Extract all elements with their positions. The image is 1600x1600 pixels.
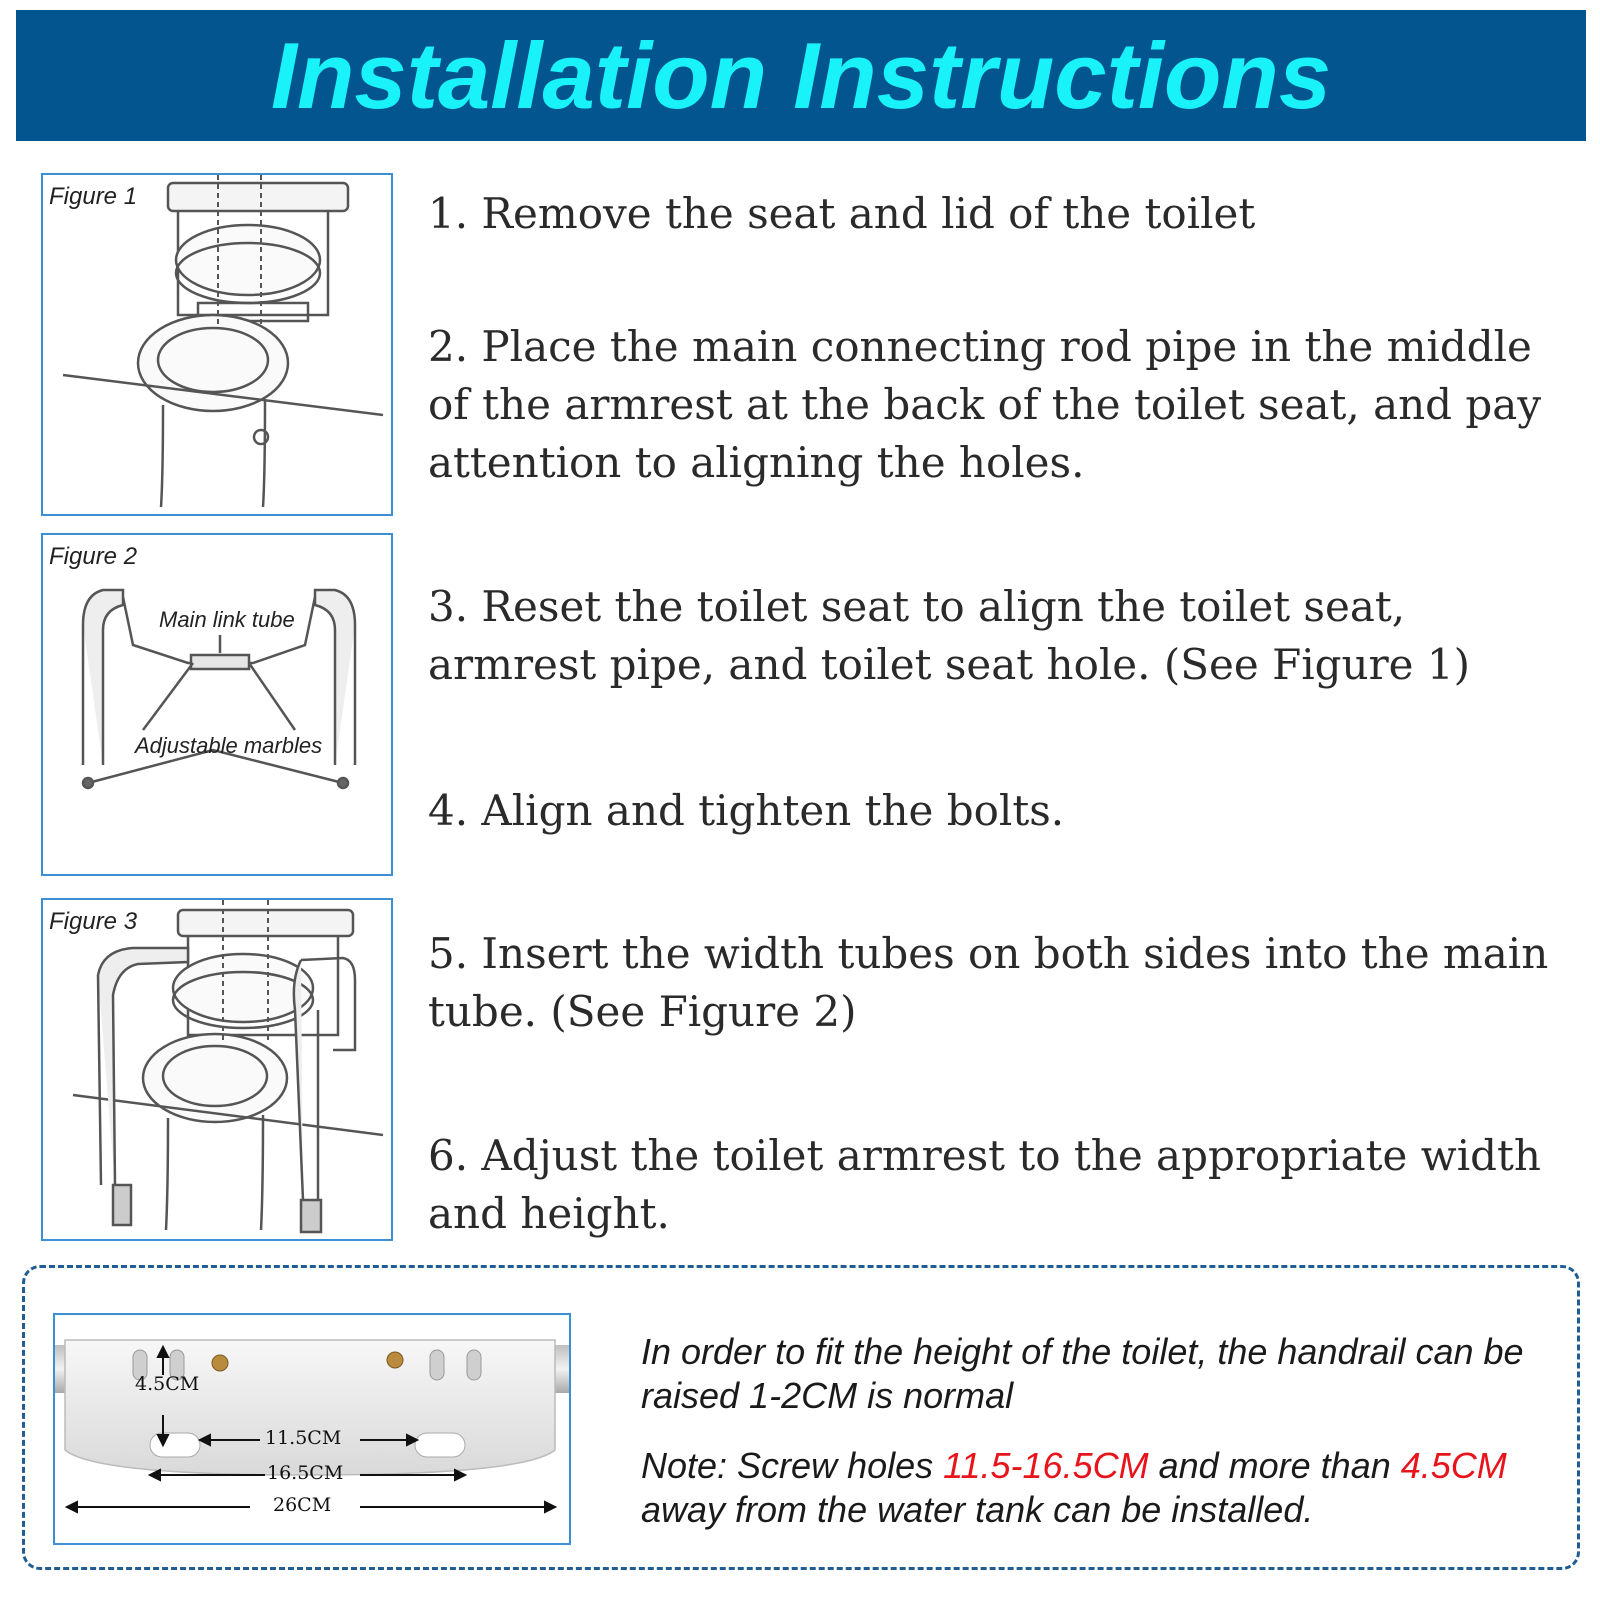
toilet-diagram-icon (43, 175, 393, 516)
note-range-highlight: 11.5-16.5CM (943, 1445, 1149, 1486)
figure-3-panel (41, 898, 393, 1241)
step-2: 2. Place the main connecting rod pipe in the middle of the armrest at the back of the toilet seat, and pay attention to aligning the holes. (428, 322, 1542, 487)
figure-1-panel (41, 173, 393, 516)
figure-2-panel (41, 533, 393, 876)
step-1: 1. Remove the seat and lid of the toilet (428, 189, 1256, 238)
dim-inner-label: 11.5CM (265, 1427, 342, 1449)
mounting-plate-panel (53, 1313, 571, 1545)
armrest-frame-diagram-icon (43, 535, 393, 876)
step-5: 5. Insert the width tubes on both sides into the main tube. (See Figure 2) (428, 929, 1549, 1036)
page-title: Installation Instructions (270, 22, 1332, 128)
step-6: 6. Adjust the toilet armrest to the appropriate width and height. (428, 1131, 1541, 1238)
figure-3-label: Figure 3 (49, 908, 138, 935)
note-middle: and more than (1148, 1445, 1401, 1486)
note-suffix: away from the water tank can be installed. (641, 1489, 1314, 1530)
note-prefix: Note: Screw holes (641, 1445, 944, 1486)
callout-adjustable-marbles: Adjustable marbles (135, 733, 323, 758)
note-distance-highlight: 4.5CM (1400, 1445, 1507, 1486)
toilet-with-armrest-diagram-icon (43, 900, 393, 1241)
dim-height-label: 4.5CM (135, 1373, 200, 1395)
callout-main-link-tube: Main link tube (159, 607, 295, 632)
step-3: 3. Reset the toilet seat to align the toilet seat, armrest pipe, and toilet seat hole. (See Figure 1) (428, 582, 1470, 689)
step-4: 4. Align and tighten the bolts. (428, 786, 1065, 835)
header-banner (16, 10, 1586, 141)
figure-1-label: Figure 1 (49, 183, 138, 210)
dim-total-label: 26CM (273, 1494, 332, 1516)
figure-2-label: Figure 2 (49, 543, 138, 570)
height-note: In order to fit the height of the toilet, the handrail can be raised 1-2CM is normal (641, 1331, 1524, 1416)
screw-hole-note (641, 1444, 1561, 1532)
dim-mid-label: 16.5CM (267, 1462, 344, 1484)
